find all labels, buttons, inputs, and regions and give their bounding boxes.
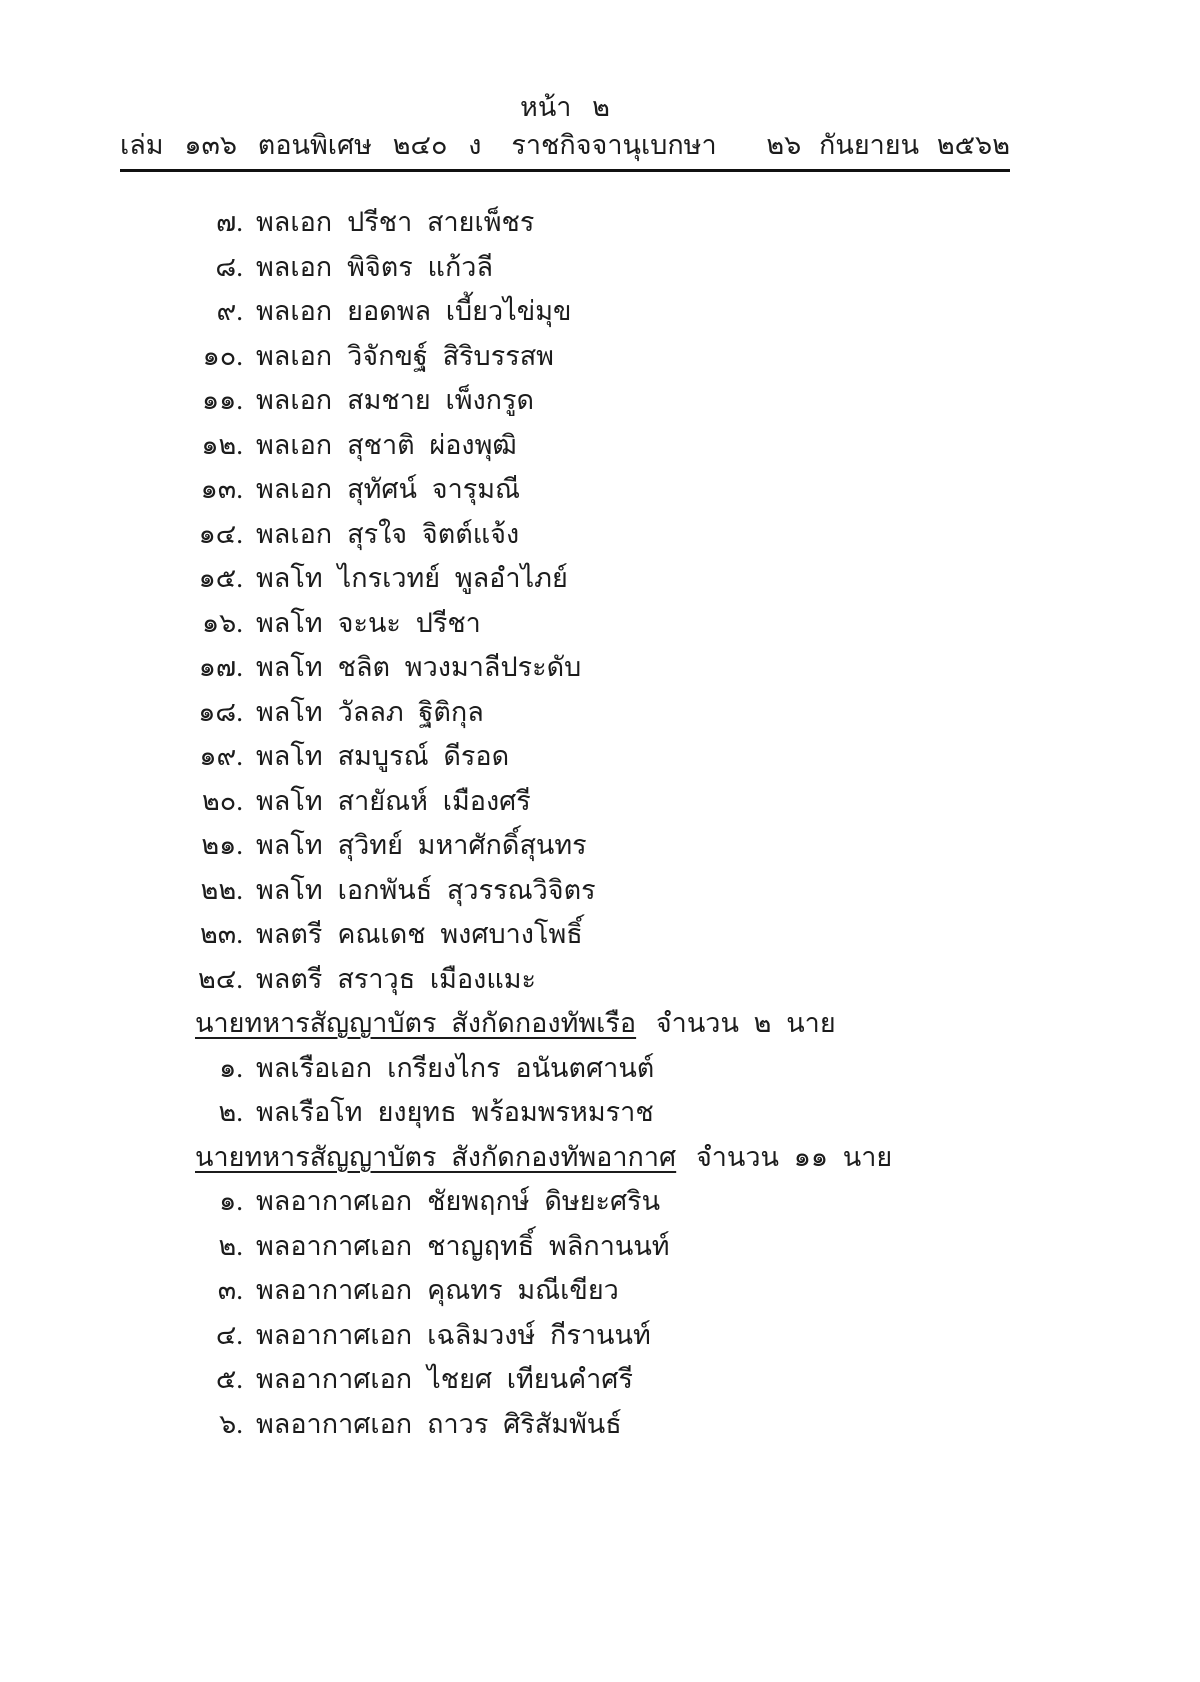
item-number: ๗. (215, 207, 243, 237)
item-rank: พลโท (256, 741, 323, 771)
item-rank: พลอากาศเอก (256, 1186, 413, 1216)
item-number: ๑. (219, 1186, 243, 1216)
list-item (195, 823, 1200, 868)
item-number: ๑๙. (199, 741, 243, 771)
item-number: ๑๗. (198, 652, 243, 682)
item-number: ๑. (219, 1052, 243, 1083)
item-rank: พลโท (256, 785, 323, 816)
item-number: ๒๑. (201, 830, 243, 860)
item-rank: พลตรี (256, 919, 323, 949)
item-number: ๒๒. (200, 874, 243, 905)
list-item (195, 245, 1200, 290)
item-number: ๑๐. (202, 340, 243, 371)
item-rank: พลตรี (256, 963, 323, 994)
item-name: ชลิต พวงมาลีประดับ (337, 652, 582, 682)
item-number: ๑๑. (201, 385, 243, 415)
item-rank: พลโท (256, 696, 323, 727)
list-item (195, 200, 1200, 245)
item-rank: พลเอก (256, 251, 333, 282)
list-item (195, 912, 1200, 957)
item-rank: พลอากาศเอก (256, 1408, 413, 1439)
list-item (195, 868, 1200, 913)
item-number: ๖. (219, 1408, 243, 1439)
item-number: ๒๐. (201, 785, 243, 816)
item-number: ๔. (215, 1319, 243, 1350)
item-name: ถาวร ศิริสัมพันธ์ (427, 1408, 622, 1439)
navy-section-count: จำนวน ๒ นาย (655, 1008, 836, 1038)
item-number: ๒๔. (198, 963, 243, 994)
item-rank: พลเรือโท (256, 1097, 363, 1127)
item-number: ๙. (216, 296, 243, 326)
item-name: เอกพันธ์ สุวรรณวิจิตร (337, 874, 596, 905)
item-name: สุทัศน์ จารุมณี (347, 474, 521, 504)
list-item (195, 512, 1200, 557)
list-item (195, 467, 1200, 512)
airforce-section-count: จำนวน ๑๑ นาย (695, 1141, 893, 1172)
item-rank: พลเอก (256, 474, 333, 504)
item-number: ๓. (217, 1275, 243, 1305)
item-rank: พลอากาศเอก (256, 1275, 413, 1305)
item-name: ยงยุทธ พร้อมพรหมราช (377, 1097, 654, 1127)
list-item (195, 1090, 1200, 1135)
header-info-row (120, 128, 1010, 162)
item-rank: พลอากาศเอก (256, 1230, 413, 1261)
item-rank: พลเอก (256, 429, 333, 460)
list-item (195, 1224, 1200, 1269)
item-name: ไกรเวทย์ พูลอำไภย์ (337, 563, 568, 593)
item-name: สุวิทย์ มหาศักดิ์สุนทร (337, 830, 587, 860)
list-item (195, 957, 1200, 1002)
item-name: ยอดพล เบี้ยวไข่มุข (347, 296, 572, 326)
item-name: สมบูรณ์ ดีรอด (337, 741, 510, 771)
item-name: สุรใจ จิตต์แจ้ง (347, 518, 520, 549)
navy-section-title: นายทหารสัญญาบัตร สังกัดกองทัพเรือ (195, 1008, 637, 1038)
item-number: ๒๓. (199, 919, 243, 949)
list-item (195, 690, 1200, 735)
list-item (195, 423, 1200, 468)
item-name: วัลลภ ฐิติกุล (337, 696, 484, 727)
item-name: พิจิตร แก้วลี (347, 251, 494, 282)
airforce-section-heading (195, 1135, 1200, 1180)
list-item (195, 334, 1200, 379)
list-item (195, 734, 1200, 779)
item-name: จะนะ ปรีชา (337, 607, 481, 638)
item-name: สุชาติ ผ่องพุฒิ (347, 429, 517, 460)
item-rank: พลโท (256, 874, 323, 905)
item-rank: พลเอก (256, 296, 333, 326)
list-item (195, 289, 1200, 334)
item-rank: พลโท (256, 607, 323, 638)
item-rank: พลอากาศเอก (256, 1319, 413, 1350)
item-number: ๑๖. (201, 607, 243, 638)
item-number: ๕. (215, 1364, 243, 1394)
item-name: ชัยพฤกษ์ ดิษยะศริน (427, 1186, 661, 1216)
page-number: หน้า ๒ (520, 92, 610, 122)
item-name: สราวุธ เมืองแมะ (337, 963, 537, 994)
item-rank: พลอากาศเอก (256, 1364, 413, 1394)
airforce-section-title: นายทหารสัญญาบัตร สังกัดกองทัพอากาศ (195, 1141, 677, 1172)
item-rank: พลเรือเอก (256, 1052, 373, 1083)
item-name: ชาญฤทธิ์ พลิกานนท์ (427, 1230, 670, 1261)
item-name: สายัณห์ เมืองศรี (337, 785, 531, 816)
list-item (195, 645, 1200, 690)
item-rank: พลโท (256, 652, 323, 682)
item-name: ไชยศ เทียนคำศรี (427, 1364, 633, 1394)
officer-list (0, 172, 1200, 1446)
item-rank: พลเอก (256, 340, 333, 371)
item-name: ปรีชา สายเพ็ชร (347, 207, 535, 237)
item-number: ๑๒. (201, 429, 243, 460)
list-item (195, 1268, 1200, 1313)
list-item (195, 1357, 1200, 1402)
list-item (195, 1046, 1200, 1091)
item-number: ๑๘. (198, 696, 243, 727)
list-item (195, 1402, 1200, 1447)
item-name: คุณทร มณีเขียว (427, 1275, 619, 1305)
item-rank: พลโท (256, 830, 323, 860)
volume-info: เล่ม ๑๓๖ ตอนพิเศษ ๒๔๐ ง (120, 130, 482, 160)
item-rank: พลเอก (256, 207, 333, 237)
item-number: ๑๕. (198, 563, 243, 593)
item-number: ๘. (215, 251, 243, 282)
list-item (195, 1179, 1200, 1224)
item-number: ๑๓. (200, 474, 243, 504)
publication-date: ๒๖ กันยายน ๒๕๖๒ (766, 130, 1010, 160)
item-name: สมชาย เพ็งกรูด (347, 385, 535, 415)
item-number: ๒. (218, 1230, 243, 1261)
list-item (195, 601, 1200, 646)
item-rank: พลเอก (256, 385, 333, 415)
item-name: เฉลิมวงษ์ กีรานนท์ (427, 1319, 651, 1350)
page-header (0, 0, 1200, 172)
item-rank: พลโท (256, 563, 323, 593)
navy-section-heading (195, 1001, 1200, 1046)
list-item (195, 779, 1200, 824)
list-item (195, 556, 1200, 601)
item-name: วิจักขฐ์ สิริบรรสพ (347, 340, 554, 371)
item-rank: พลเอก (256, 518, 333, 549)
item-number: ๒. (218, 1097, 243, 1127)
item-name: คณเดช พงศบางโพธิ์ (337, 919, 583, 949)
list-item (195, 378, 1200, 423)
list-item (195, 1313, 1200, 1358)
item-name: เกรียงไกร อนันตศานต์ (387, 1052, 655, 1083)
gazette-title: ราชกิจจานุเบกษา (511, 130, 717, 160)
item-number: ๑๔. (198, 518, 243, 549)
